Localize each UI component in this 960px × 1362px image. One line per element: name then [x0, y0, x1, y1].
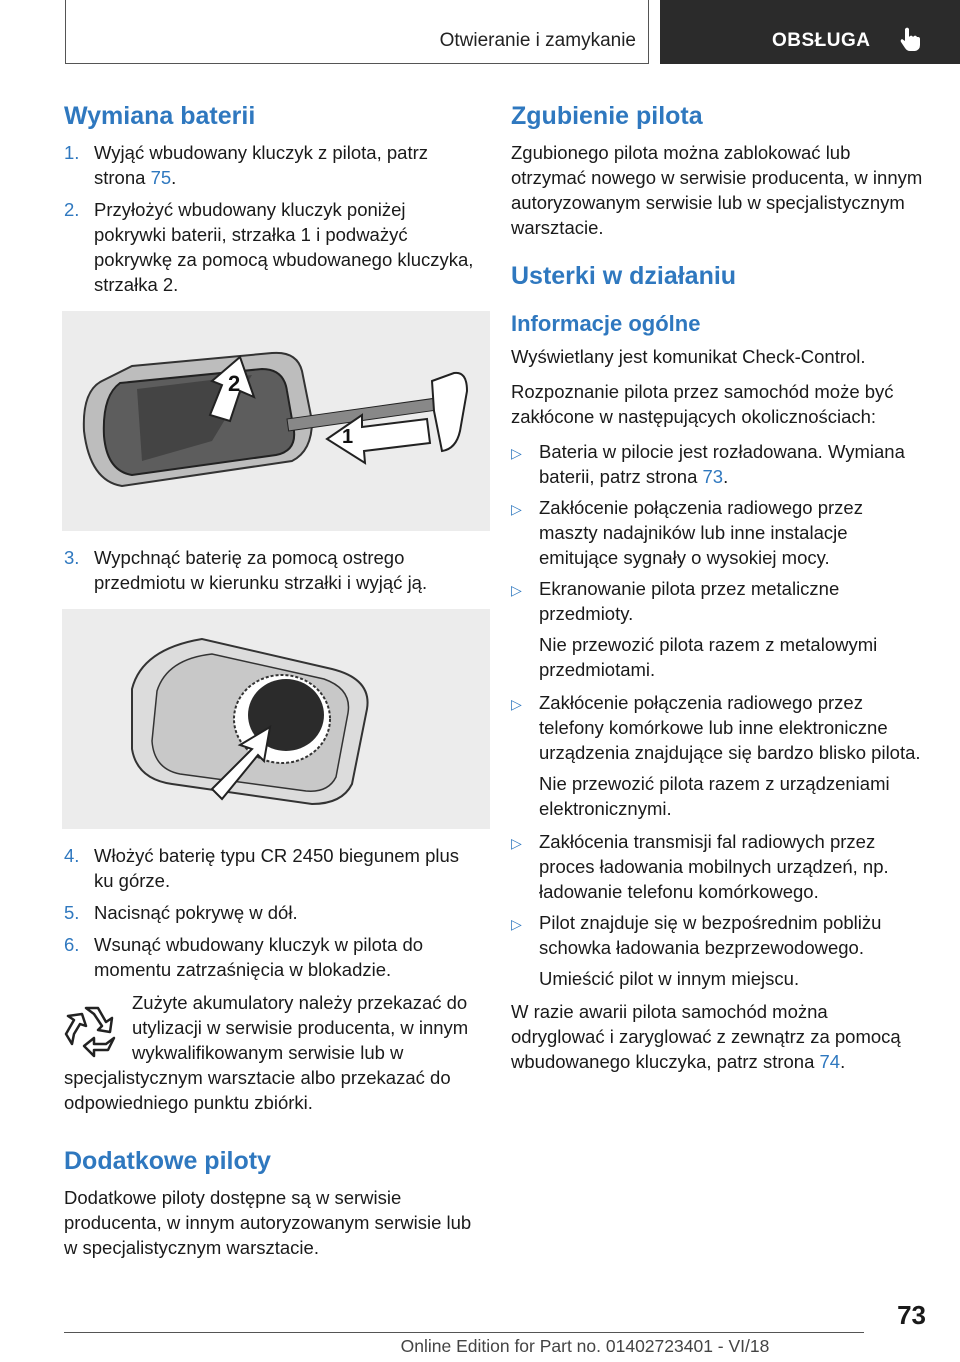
step-text: Nacisnąć pokrywę w dół. — [94, 902, 298, 923]
page-link[interactable]: 75 — [150, 167, 172, 188]
key-fob-illustration-1 — [62, 311, 486, 531]
bullet-text: Ekranowanie pilota przez metaliczne przedmioty. — [539, 578, 840, 624]
step-item — [64, 197, 482, 297]
step-text: Wsunąć wbudowany kluczyk w pilota do momentu zatrzaśnięcia w blokadzie. — [94, 934, 424, 980]
recycle-icon — [64, 1000, 122, 1060]
bullet-text: Bateria w pilocie jest rozładowana. Wymiana baterii, patrz strona 73. — [539, 441, 905, 487]
additional-remotes-text: Dodatkowe piloty dostępne są w serwisie producenta, w innym autoryzowanym serwisie lub w specjalistycznym warsztacie. — [64, 1187, 472, 1258]
arrow-label-1: 1 — [342, 426, 354, 448]
step-text: Wyjąć wbudowany kluczyk z pilota, patrz strona 75. — [94, 142, 428, 188]
step-item — [64, 545, 482, 595]
hand-pointer-icon — [897, 26, 923, 52]
step-number: 6. — [64, 934, 80, 955]
triangle-bullet-icon: ▷ — [511, 835, 522, 851]
right-column — [511, 100, 926, 1084]
recognition-text: Rozpoznanie pilota przez samochód może być zakłócone w następujących okolicznościach: — [511, 381, 894, 427]
check-control-text: Wyświetlany jest komunikat Check-Control. — [511, 346, 866, 367]
chapter-tab-label: OBSŁUGA — [772, 30, 871, 51]
step-text: Wypchnąć baterię za pomocą ostrego przedmiotu w kierunku strzałki i wyjąć ją. — [94, 547, 428, 593]
emergency-unlock-text: W razie awarii pilota samochód można odryglować i zaryglować z zewnątrz za pomocą wbudowanego kluczyka, patrz strona 74. — [511, 1001, 901, 1072]
chapter-tab[interactable] — [660, 0, 960, 64]
note-text: Zużyte akumulatory należy przekazać do utylizacji w serwisie producenta, w innym wykwalifikowanym serwisie lub w specjalistycznym warsztacie albo przekazać do odpowiedniego punktu zbiórki. — [64, 992, 469, 1113]
page-number: 73 — [897, 1300, 926, 1330]
triangle-bullet-icon: ▷ — [511, 445, 522, 461]
bullet-subtext: Umieścić pilot w innym miejscu. — [539, 968, 800, 989]
bullet-item — [511, 829, 926, 904]
lost-remote-text: Zgubionego pilota można zablokować lub otrzymać nowego w serwisie producenta, w innym autoryzowanym serwisie lub w specjalistycznym warsztacie. — [511, 142, 923, 238]
triangle-bullet-icon: ▷ — [511, 501, 522, 517]
arrow-label-2: 2 — [228, 371, 241, 396]
recycling-note — [64, 990, 482, 1115]
step-text: Włożyć baterię typu CR 2450 biegunem plus ku górze. — [94, 845, 460, 891]
step-text: Przyłożyć wbudowany kluczyk poniżej pokrywki baterii, strzałka 1 i podważyć pokrywkę za pomocą wbudowanego kluczyka, strzałka 2. — [94, 199, 474, 295]
page-link[interactable]: 73 — [702, 466, 724, 487]
bullet-text: Zakłócenie połączenia radiowego przez maszty nadajników lub inne instalacje emitujące sygnały o wysokiej mocy. — [539, 497, 863, 568]
step-item — [64, 932, 482, 982]
figure-key-cover-removal — [62, 311, 490, 531]
key-fob-illustration-2 — [62, 609, 486, 829]
heading-general-info: Informacje ogólne — [511, 311, 701, 336]
triangle-bullet-icon: ▷ — [511, 916, 522, 932]
figure-battery-removal — [62, 609, 490, 829]
step-number: 2. — [64, 199, 80, 220]
triangle-bullet-icon: ▷ — [511, 696, 522, 712]
bullet-item — [511, 576, 926, 626]
heading-malfunction: Usterki w działaniu — [511, 262, 737, 290]
bullet-item — [511, 495, 926, 570]
bullet-subtext: Nie przewozić pilota razem z metalowymi przedmiotami. — [539, 634, 878, 680]
bullet-text: Zakłócenie połączenia radiowego przez telefony komórkowe lub inne elektroniczne urządzenia znajdujące się bardzo blisko pilota. — [539, 692, 921, 763]
step-number: 3. — [64, 547, 80, 568]
bullet-text: Zakłócenia transmisji fal radiowych przez proces ładowania mobilnych urządzeń, np. ładowanie telefonu komórkowego. — [539, 831, 889, 902]
header-box — [65, 0, 649, 64]
step-item — [64, 900, 482, 925]
left-column — [64, 100, 482, 1270]
bullet-item — [511, 690, 926, 765]
page-link[interactable]: 74 — [819, 1051, 841, 1072]
step-number: 4. — [64, 845, 80, 866]
edition-footer: Online Edition for Part no. 01402723401 - VI/18 — [400, 1336, 770, 1356]
heading-additional-remotes: Dodatkowe piloty — [64, 1147, 271, 1175]
bullet-item — [511, 439, 926, 489]
step-item — [64, 843, 482, 893]
section-title: Otwieranie i zamykanie — [439, 30, 636, 51]
bullet-text: Pilot znajduje się w bezpośrednim pobliżu schowka ładowania bezprzewodowego. — [539, 912, 882, 958]
footer-divider — [64, 1332, 864, 1333]
step-number: 5. — [64, 902, 80, 923]
step-number: 1. — [64, 142, 80, 163]
bullet-subtext: Nie przewozić pilota razem z urządzeniami elektronicznymi. — [539, 773, 890, 819]
heading-lost-remote: Zgubienie pilota — [511, 102, 703, 130]
heading-battery-replacement: Wymiana baterii — [64, 102, 256, 130]
step-item — [64, 140, 482, 190]
bullet-item — [511, 910, 926, 960]
triangle-bullet-icon: ▷ — [511, 582, 522, 598]
